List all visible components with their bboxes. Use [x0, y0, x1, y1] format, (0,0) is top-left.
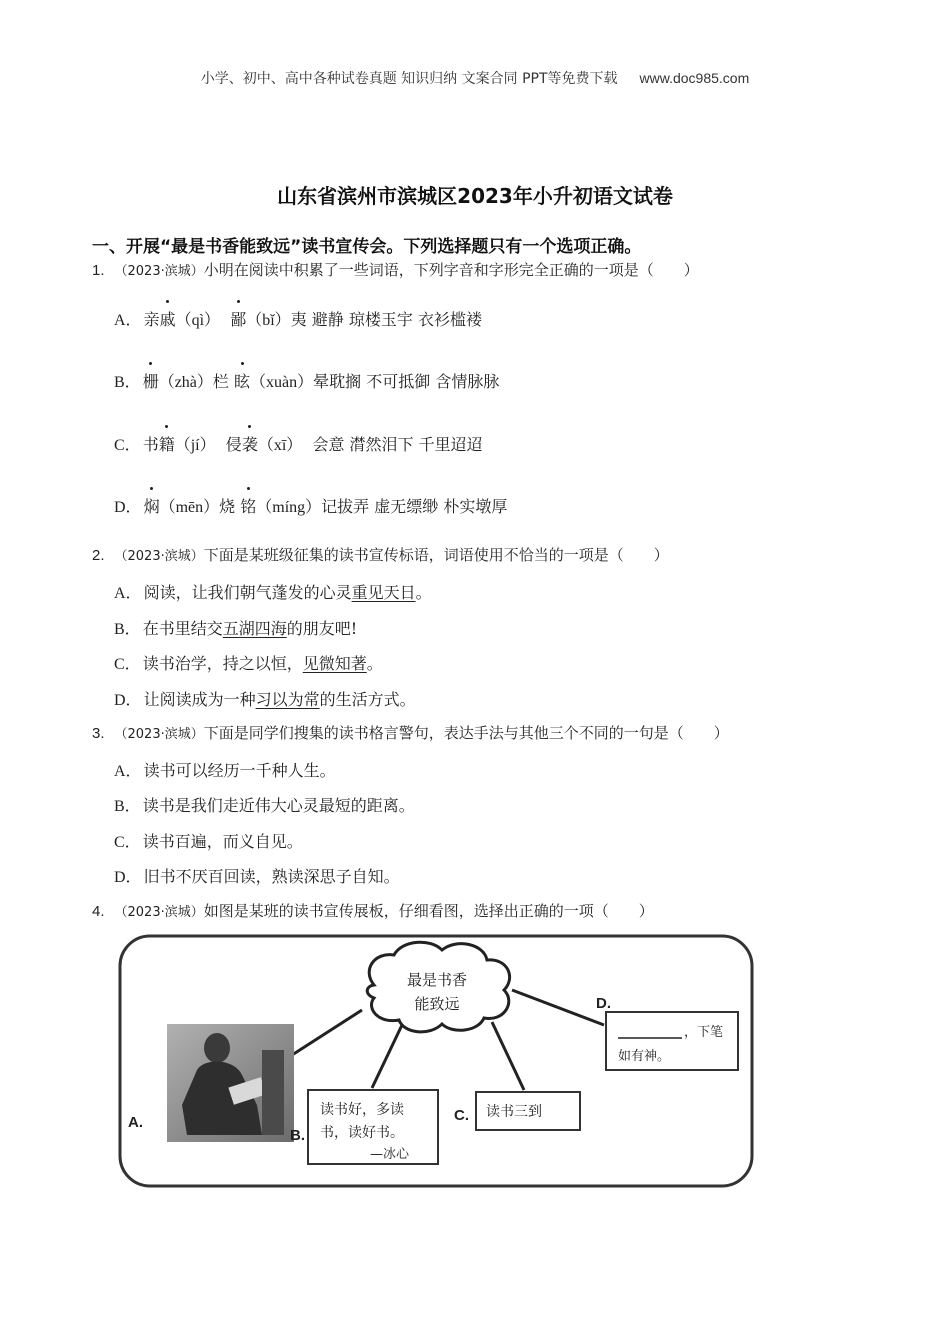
question-2 — [92, 544, 669, 565]
q2-option-c[interactable]: C． 读书治学，持之以恒，见微知著。 — [114, 654, 383, 673]
q2-option-d[interactable]: D． 让阅读成为一种习以为常的生活方式。 — [114, 690, 416, 709]
cloud-text-2: 能致远 — [414, 995, 460, 1013]
quote-b-line-2: 书，读好书。 — [320, 1125, 404, 1141]
label-c: C. — [454, 1107, 469, 1124]
quote-b-line-3: —冰心 — [370, 1147, 410, 1162]
question-1 — [92, 259, 699, 280]
q3-option-d[interactable]: D． 旧书不厌百回读，熟读深思子自知。 — [114, 867, 400, 886]
page-header — [0, 68, 950, 88]
section-heading: 一、开展“最是书香能致远”读书宣传会。下列选择题只有一个选项正确。 — [92, 237, 642, 257]
question-text: 下面是同学们搜集的读书格言警句，表达手法与其他三个不同的一句是（ ） — [203, 724, 729, 742]
quote-d-line-1: ，下笔 — [684, 1025, 724, 1040]
q1-option-c[interactable]: C． 书籍（jí） 侵袭（xī） 会意 潸然泪下 千里迢迢 — [114, 432, 483, 455]
label-a: A. — [128, 1114, 143, 1131]
question-3 — [92, 722, 729, 743]
question-text: 如图是某班的读书宣传展板，仔细看图，选择出正确的一项（ ） — [203, 902, 654, 920]
page-title: 山东省滨州市滨城区2023年小升初语文试卷 — [277, 184, 673, 208]
question-number: 3. — [92, 725, 105, 742]
question-source: （2023·滨城） — [114, 905, 204, 920]
question-text: 下面是某班级征集的读书宣传标语，词语使用不恰当的一项是（ ） — [203, 546, 669, 564]
header-text: 小学、初中、高中各种试卷真题 知识归纳 文案合同 PPT等免费下载 — [200, 71, 618, 87]
lamp-stand — [262, 1050, 284, 1135]
question-number: 2. — [92, 547, 105, 564]
q3-option-b[interactable]: B． 读书是我们走近伟大心灵最短的距离。 — [114, 796, 415, 815]
q1-option-d[interactable]: D． 焖（mēn）烧 铭（míng）记拔弄 虚无缥缈 朴实墩厚 — [114, 494, 507, 517]
quote-c-text: 读书三到 — [486, 1104, 542, 1120]
q2-option-a[interactable]: A． 阅读，让我们朝气蓬发的心灵重见天日。 — [114, 583, 432, 602]
question-number: 1. — [92, 262, 105, 279]
q2-option-b[interactable]: B． 在书里结交五湖四海的朋友吧! — [114, 619, 358, 638]
quote-b-line-1: 读书好，多读 — [320, 1102, 404, 1118]
question-number: 4. — [92, 903, 105, 920]
question-text: 小明在阅读中积累了一些词语，下列字音和字形完全正确的一项是（ ） — [203, 261, 699, 279]
reading-board-figure — [112, 930, 762, 1192]
quote-d-line-2: 如有神。 — [618, 1049, 671, 1064]
cloud-text-1: 最是书香 — [406, 971, 468, 989]
q3-option-c[interactable]: C． 读书百遍，而义自见。 — [114, 832, 303, 851]
q3-option-a[interactable]: A． 读书可以经历一千种人生。 — [114, 761, 336, 780]
header-site[interactable]: www.doc985.com — [639, 70, 750, 86]
question-4 — [92, 900, 654, 921]
q1-option-b[interactable]: B． 栅（zhà）栏 眩（xuàn）晕耽搁 不可抵御 含情脉脉 — [114, 369, 499, 392]
question-source: （2023·滨城） — [114, 549, 204, 564]
label-d: D. — [596, 995, 611, 1012]
question-source: （2023·滨城） — [114, 727, 204, 742]
q1-option-a[interactable]: A． 亲戚（qì） 鄙（bǐ）夷 避静 琼楼玉宇 衣衫槛褛 — [114, 307, 482, 330]
question-source: （2023·滨城） — [114, 264, 204, 279]
reader-head — [204, 1033, 230, 1063]
label-b: B. — [290, 1127, 305, 1144]
